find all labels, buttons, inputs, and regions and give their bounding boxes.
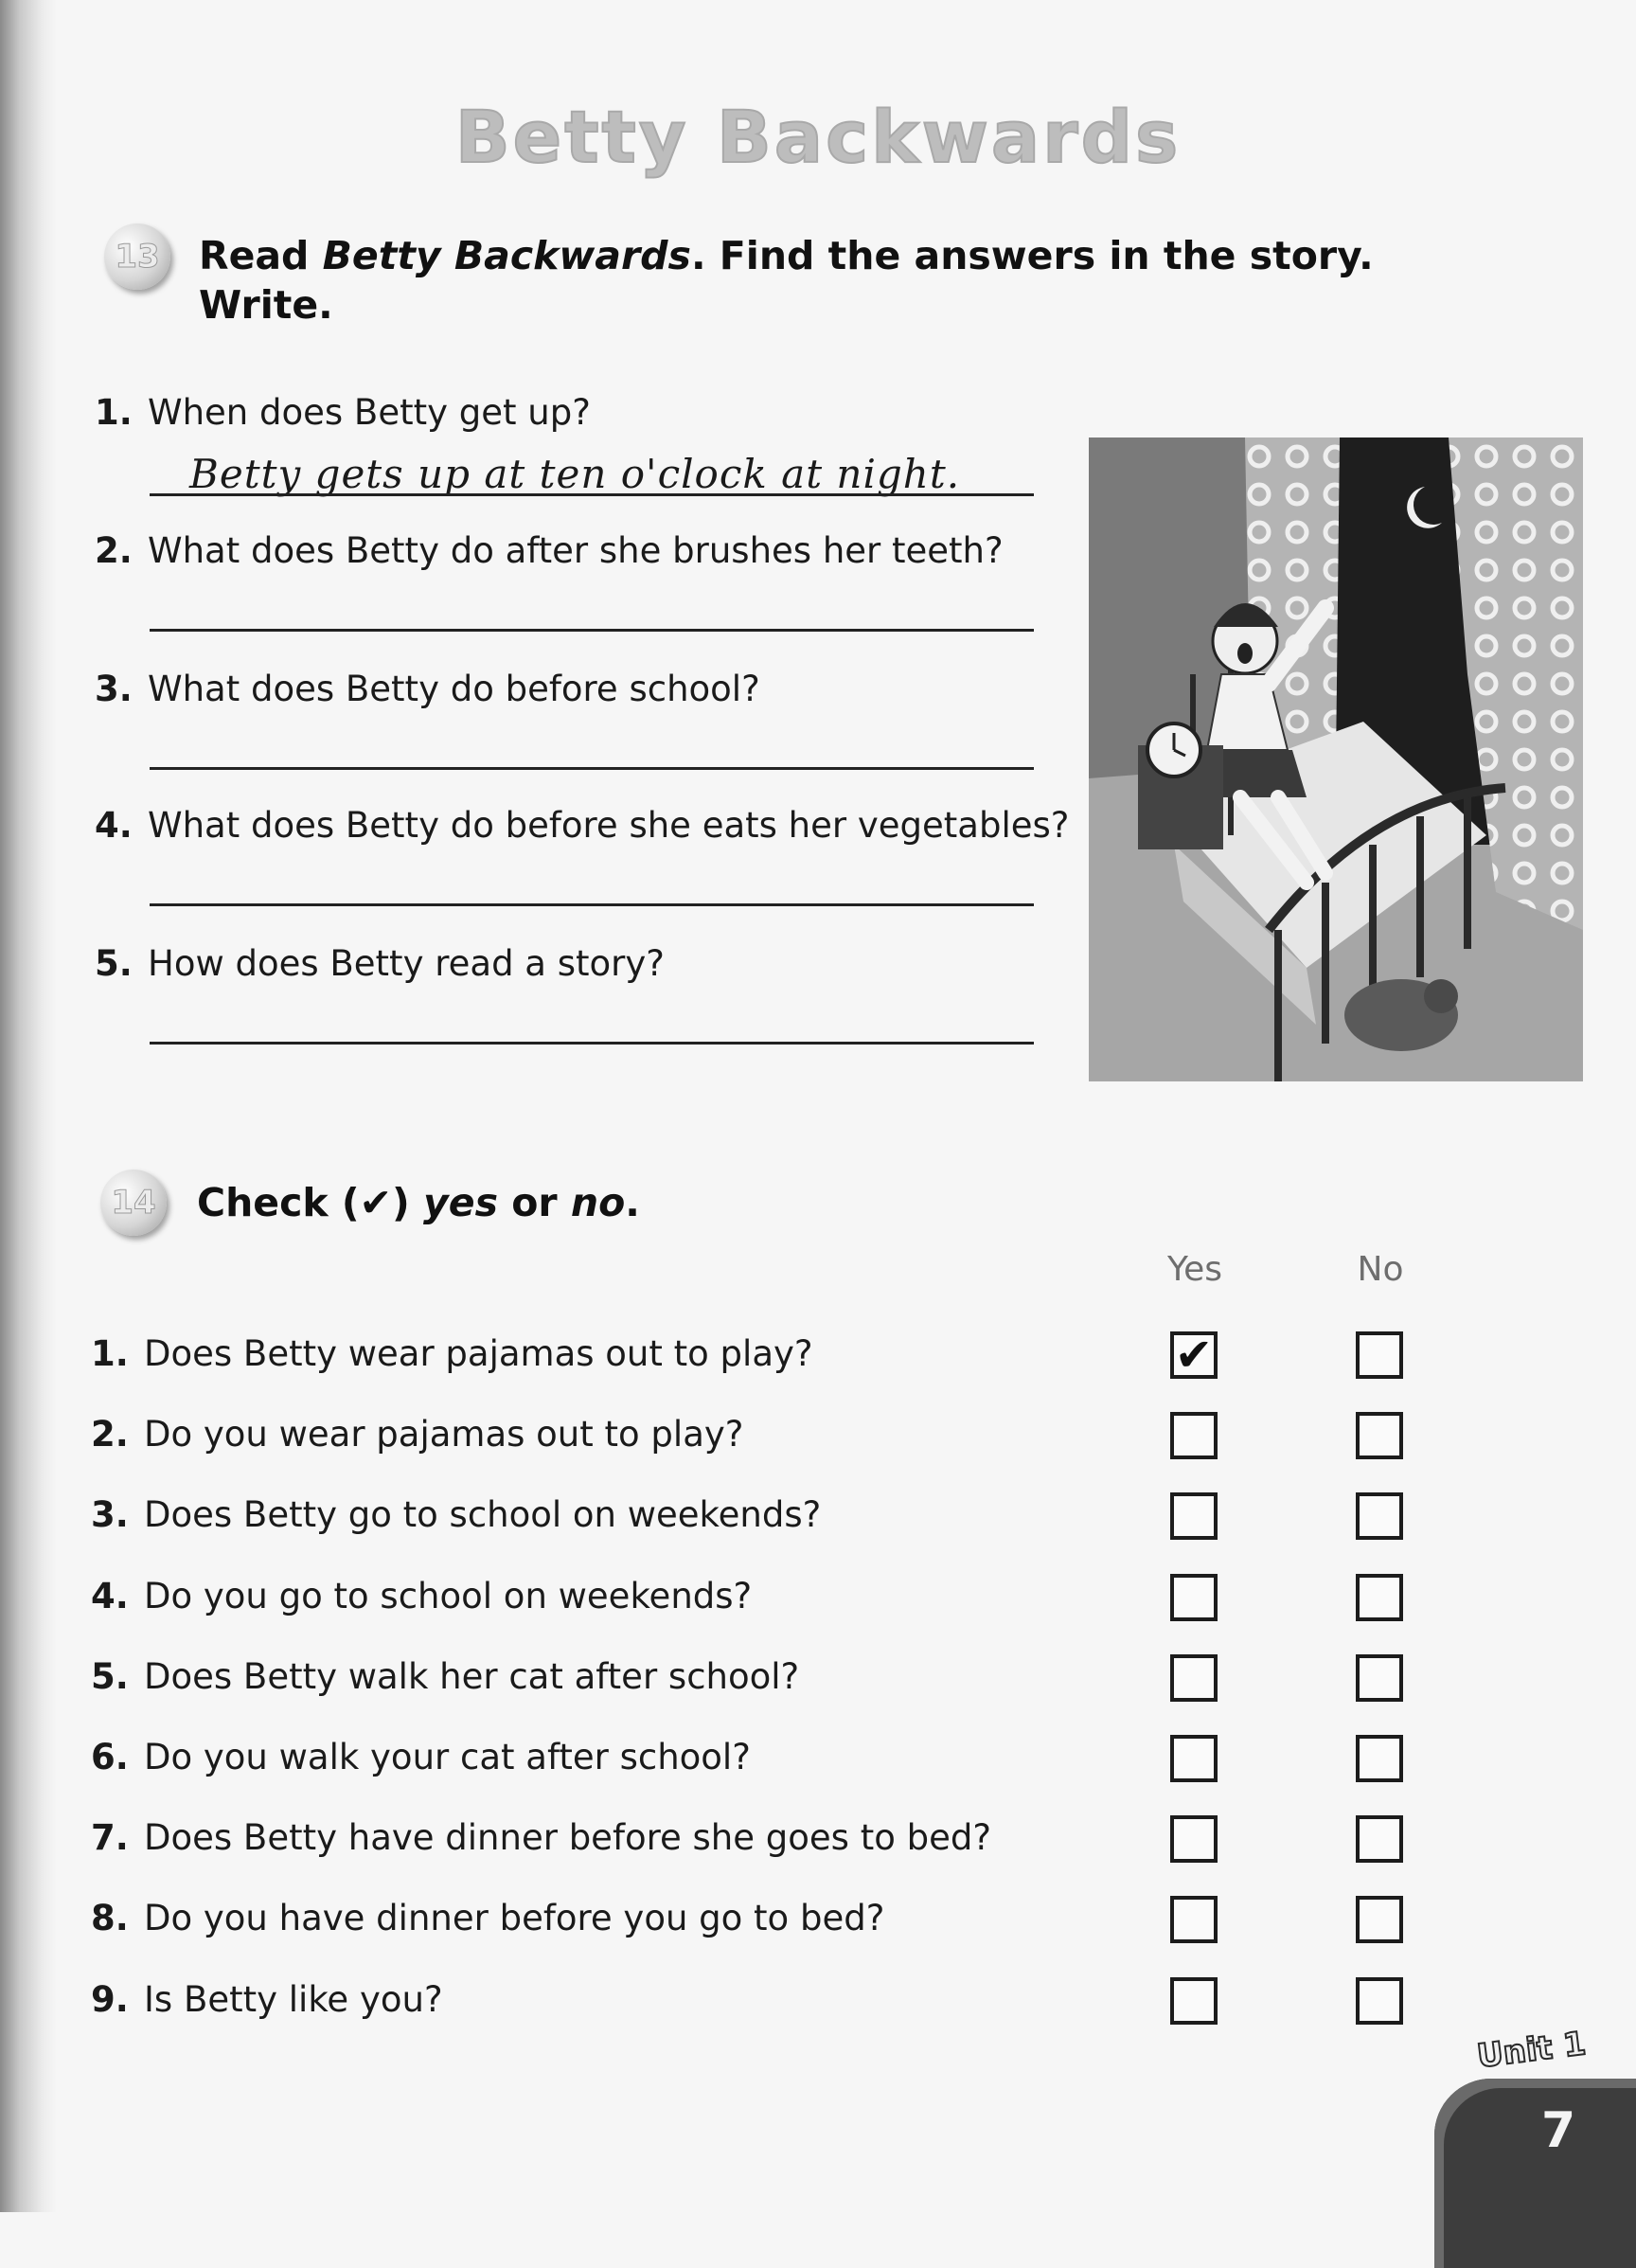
yes-checkbox-4[interactable] bbox=[1170, 1574, 1218, 1621]
activity-badge-13: 13 bbox=[104, 223, 170, 290]
question-5 bbox=[95, 943, 665, 985]
illustration-betty-waking-in-bed bbox=[1089, 438, 1583, 1081]
question-text: What does Betty do before she eats her vegetables? bbox=[148, 805, 1070, 846]
question-number: 2. bbox=[91, 1414, 129, 1455]
check-question-7 bbox=[91, 1817, 991, 1859]
question-text: Do you have dinner before you go to bed? bbox=[144, 1898, 885, 1938]
question-number: 2. bbox=[95, 530, 133, 571]
no-checkbox-3[interactable] bbox=[1356, 1492, 1403, 1540]
question-text: When does Betty get up? bbox=[148, 392, 591, 433]
yes-checkbox-2[interactable] bbox=[1170, 1412, 1218, 1459]
question-text: Is Betty like you? bbox=[144, 1979, 443, 2020]
instruction-text: . bbox=[625, 1180, 640, 1225]
instruction-no: no bbox=[570, 1180, 626, 1225]
no-checkbox-2[interactable] bbox=[1356, 1412, 1403, 1459]
yes-checkbox-7[interactable] bbox=[1170, 1815, 1218, 1863]
section1-instruction bbox=[199, 231, 1430, 330]
check-question-6 bbox=[91, 1737, 751, 1778]
question-number: 4. bbox=[95, 805, 133, 846]
no-checkbox-4[interactable] bbox=[1356, 1574, 1403, 1621]
check-question-5 bbox=[91, 1656, 799, 1698]
question-1 bbox=[95, 392, 591, 434]
yes-checkbox-1[interactable] bbox=[1170, 1329, 1218, 1382]
question-number: 8. bbox=[91, 1898, 129, 1938]
question-number: 1. bbox=[91, 1333, 129, 1374]
yes-checkbox-6[interactable] bbox=[1170, 1735, 1218, 1782]
activity-badge-14: 14 bbox=[100, 1170, 167, 1236]
question-number: 1. bbox=[95, 392, 133, 433]
page-binding-shadow bbox=[0, 0, 57, 2212]
question-text: Do you wear pajamas out to play? bbox=[144, 1414, 744, 1455]
question-number: 3. bbox=[91, 1494, 129, 1535]
answer-1-line[interactable] bbox=[150, 493, 1034, 496]
answer-1-text[interactable]: Betty gets up at ten o'clock at night. bbox=[189, 451, 961, 497]
question-text: Do you walk your cat after school? bbox=[144, 1737, 751, 1777]
question-2 bbox=[95, 530, 1004, 572]
instruction-text: Check ( bbox=[197, 1180, 360, 1225]
question-4 bbox=[95, 805, 1069, 847]
question-number: 6. bbox=[91, 1737, 129, 1777]
instruction-text: . Find the answers in the story. Write. bbox=[199, 233, 1374, 328]
answer-4-line[interactable] bbox=[150, 903, 1034, 906]
yes-checkbox-9[interactable] bbox=[1170, 1977, 1218, 2025]
checkmark-icon: ✔ bbox=[359, 1180, 393, 1225]
yes-checkbox-5[interactable] bbox=[1170, 1654, 1218, 1702]
yes-checkbox-8[interactable] bbox=[1170, 1896, 1218, 1943]
section2-instruction bbox=[197, 1178, 640, 1227]
page-title: Betty Backwards bbox=[454, 95, 1182, 179]
question-number: 9. bbox=[91, 1979, 129, 2020]
question-number: 5. bbox=[91, 1656, 129, 1697]
page-tab bbox=[1434, 2079, 1636, 2268]
question-number: 4. bbox=[91, 1576, 129, 1616]
question-number: 5. bbox=[95, 943, 133, 984]
check-question-9 bbox=[91, 1979, 443, 2021]
answer-3-line[interactable] bbox=[150, 767, 1034, 770]
no-checkbox-6[interactable] bbox=[1356, 1735, 1403, 1782]
question-text: How does Betty read a story? bbox=[148, 943, 665, 984]
answer-2-line[interactable] bbox=[150, 629, 1034, 632]
page-number: 7 bbox=[1541, 2102, 1576, 2159]
check-question-3 bbox=[91, 1494, 821, 1536]
question-text: Does Betty have dinner before she goes to bed? bbox=[144, 1817, 991, 1858]
unit-label: Unit 1 bbox=[1474, 2025, 1589, 2076]
column-header-no: No bbox=[1357, 1250, 1404, 1289]
check-question-8 bbox=[91, 1898, 884, 1939]
question-text: What does Betty do before school? bbox=[148, 669, 760, 709]
story-title: Betty Backwards bbox=[322, 233, 691, 278]
instruction-text: Read bbox=[199, 233, 323, 278]
no-checkbox-1[interactable] bbox=[1356, 1331, 1403, 1379]
question-number: 7. bbox=[91, 1817, 129, 1858]
yes-checkbox-3[interactable] bbox=[1170, 1492, 1218, 1540]
answer-5-line[interactable] bbox=[150, 1042, 1034, 1045]
question-text: Does Betty go to school on weekends? bbox=[144, 1494, 822, 1535]
no-checkbox-8[interactable] bbox=[1356, 1896, 1403, 1943]
question-number: 3. bbox=[95, 669, 133, 709]
question-text: What does Betty do after she brushes her teeth? bbox=[148, 530, 1004, 571]
checkmark-icon: ✔ bbox=[1174, 1329, 1214, 1382]
instruction-text: ) bbox=[392, 1180, 424, 1225]
check-question-1 bbox=[91, 1333, 813, 1375]
question-3 bbox=[95, 669, 760, 710]
instruction-text: or bbox=[497, 1180, 571, 1225]
bedroom-scene-icon bbox=[1089, 438, 1583, 1081]
check-question-2 bbox=[91, 1414, 743, 1455]
question-text: Do you go to school on weekends? bbox=[144, 1576, 753, 1616]
no-checkbox-7[interactable] bbox=[1356, 1815, 1403, 1863]
column-header-yes: Yes bbox=[1166, 1250, 1223, 1289]
check-question-4 bbox=[91, 1576, 752, 1617]
no-checkbox-9[interactable] bbox=[1356, 1977, 1403, 2025]
question-text: Does Betty wear pajamas out to play? bbox=[144, 1333, 813, 1374]
no-checkbox-5[interactable] bbox=[1356, 1654, 1403, 1702]
question-text: Does Betty walk her cat after school? bbox=[144, 1656, 800, 1697]
instruction-yes: yes bbox=[423, 1180, 498, 1225]
